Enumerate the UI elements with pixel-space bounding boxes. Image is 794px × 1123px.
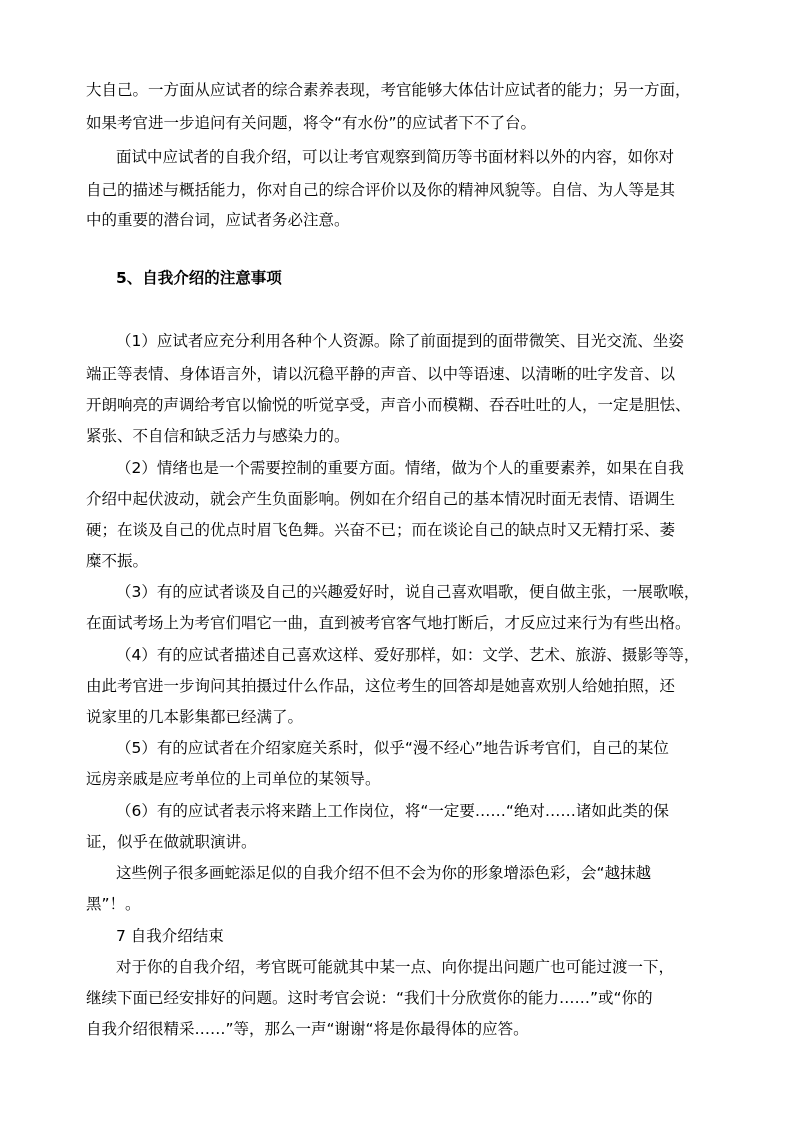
text-line: （2）情绪也是一个需要控制的重要方面。情绪，做为个人的重要素养，如果在自我 bbox=[116, 459, 684, 477]
text-line: （5）有的应试者在介绍家庭关系时，似乎“漫不经心”地告诉考官们，自己的某位 bbox=[116, 739, 669, 757]
subsection-heading: 7 自我介绍结束 bbox=[116, 927, 224, 945]
text-line: 证，似乎在做就职演讲。 bbox=[86, 833, 257, 851]
text-line: 自我介绍很精采……”等，那么一声“谢谢“将是你最得体的应答。 bbox=[86, 1020, 529, 1038]
text-line: 在面试考场上为考官们唱它一曲，直到被考官客气地打断后，才反应过来行为有些出格。 bbox=[86, 614, 691, 632]
text-line: 端正等表情、身体语言外，请以沉稳平静的声音、以中等语速、以清晰的吐字发音、以 bbox=[86, 365, 676, 383]
text-line: 介绍中起伏波动，就会产生负面影响。例如在介绍自己的基本情况时面无表情、语调生 bbox=[86, 490, 676, 508]
section-heading: 5、自我介绍的注意事项 bbox=[116, 269, 282, 287]
text-line: 糜不振。 bbox=[86, 552, 149, 570]
text-line: 大自己。一方面从应试者的综合素养表现，考官能够大体估计应试者的能力；另一方面， bbox=[86, 81, 691, 99]
text-line: 紧张、不自信和缺乏活力与感染力的。 bbox=[86, 427, 350, 445]
text-line: 继续下面已经安排好的问题。这时考官会说：“我们十分欣赏你的能力……”或“你的 bbox=[86, 989, 653, 1007]
text-line: （1）应试者应充分利用各种个人资源。除了前面提到的面带微笑、目光交流、坐姿 bbox=[116, 332, 684, 350]
text-line: 面试中应试者的自我介绍，可以让考官观察到简历等书面材料以外的内容，如你对 bbox=[116, 148, 675, 166]
text-line: 由此考官进一步询问其拍摄过什么作品，这位考生的回答却是她喜欢别人给她拍照，还 bbox=[86, 677, 676, 695]
text-line: 对于你的自我介绍，考官既可能就其中某一点、向你提出问题广也可能过渡一下， bbox=[116, 958, 675, 976]
text-line: 自己的描述与概括能力，你对自己的综合评价以及你的精神风貌等。自信、为人等是其 bbox=[86, 181, 676, 199]
text-line: 远房亲戚是应考单位的上司单位的某领导。 bbox=[86, 770, 381, 788]
text-line: 这些例子很多画蛇添足似的自我介绍不但不会为你的形象增添色彩，会“越抹越 bbox=[116, 864, 652, 882]
text-line: （6）有的应试者表示将来踏上工作岗位，将“一定要……“绝对……诸如此类的保 bbox=[116, 802, 669, 820]
text-line: 开朗响亮的声调给考官以愉悦的听觉享受，声音小而模糊、吞吞吐吐的人，一定是胆怯、 bbox=[86, 396, 691, 414]
text-line: 硬；在谈及自己的优点时眉飞色舞。兴奋不已；而在谈论自己的缺点时又无精打采、萎 bbox=[86, 521, 676, 539]
text-line: （3）有的应试者谈及自己的兴趣爱好时，说自己喜欢唱歌，便自做主张，一展歌喉， bbox=[116, 583, 700, 601]
text-line: （4）有的应试者描述自己喜欢这样、爱好那样，如：文学、艺术、旅游、摄影等等， bbox=[116, 646, 700, 664]
text-line: 说家里的几本影集都已经满了。 bbox=[86, 708, 304, 726]
text-line: 如果考官进一步追问有关问题，将令“有水份”的应试者下不了台。 bbox=[86, 114, 537, 132]
text-line: 中的重要的潜台词，应试者务必注意。 bbox=[86, 211, 350, 229]
text-line: 黑”！。 bbox=[86, 895, 141, 913]
